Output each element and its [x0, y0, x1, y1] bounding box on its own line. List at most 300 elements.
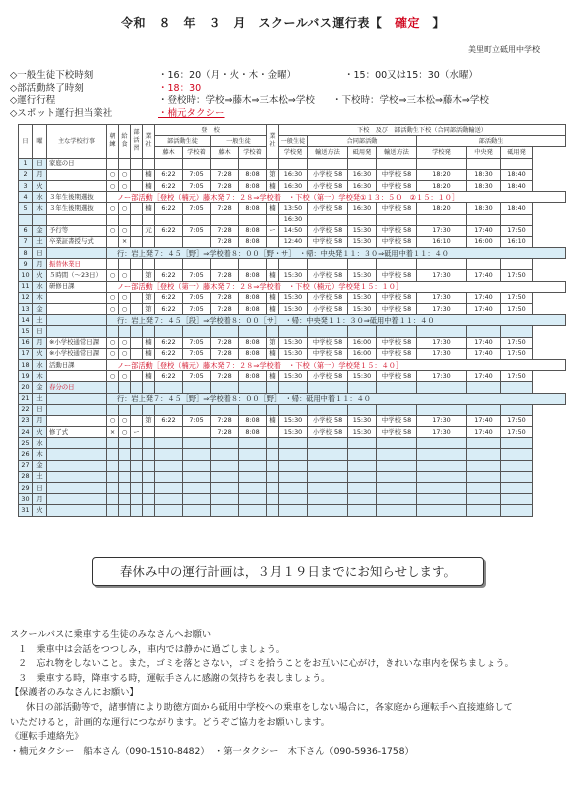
table-cell: 楠 [267, 348, 279, 359]
table-cell [417, 326, 467, 337]
table-cell [377, 404, 417, 415]
table-cell [377, 460, 417, 471]
table-cell [131, 348, 143, 359]
table-cell: 17:30 [417, 415, 467, 426]
table-cell [131, 483, 143, 494]
table-cell [239, 494, 267, 505]
table-cell [211, 259, 239, 270]
table-cell [239, 158, 267, 169]
table-cell [47, 494, 107, 505]
table-cell: 15:30 [279, 427, 308, 438]
table-cell: 中学校 58 [377, 225, 417, 236]
table-cell [107, 326, 119, 337]
table-cell [501, 158, 533, 169]
table-cell [417, 404, 467, 415]
footer-parents-heading: 【保護者のみなさんにお願い】 [10, 687, 139, 699]
table-cell [467, 449, 501, 460]
table-cell [47, 326, 107, 337]
table-cell: ○ [119, 337, 131, 348]
table-cell [119, 404, 131, 415]
table-cell [467, 158, 501, 169]
col-club-students: 部活動生徒 [155, 136, 211, 147]
table-cell: 15:30 [279, 270, 308, 281]
table-cell [211, 382, 239, 393]
table-cell [308, 505, 348, 516]
table-cell: 1 [19, 158, 33, 169]
table-cell: ー [131, 427, 143, 438]
table-cell [183, 483, 211, 494]
table-cell [467, 382, 501, 393]
table-cell [107, 494, 119, 505]
table-cell: 中学校 58 [377, 337, 417, 348]
table-cell: 水 [33, 281, 47, 292]
table-cell [211, 505, 239, 516]
table-cell: 15:30 [348, 427, 377, 438]
table-cell [308, 158, 348, 169]
footer-contacts-heading: 《運転手連絡先》 [10, 731, 84, 743]
table-cell: 楠 [143, 371, 155, 382]
table-cell: 8:08 [239, 304, 267, 315]
table-cell: 金 [33, 460, 47, 471]
table-cell [267, 494, 279, 505]
table-cell [348, 214, 377, 225]
table-row [19, 225, 566, 236]
table-cell: 18:40 [501, 169, 533, 180]
table-cell: 7:28 [211, 180, 239, 191]
col-group-from-school: 下校 及び 部活動生下校（合同部活動輸送） [279, 125, 566, 136]
table-cell: 元 [143, 225, 155, 236]
table-cell [501, 259, 533, 270]
table-cell: 第 [143, 270, 155, 281]
table-cell [501, 214, 533, 225]
footer-rule-3: ３ 乗車する時，降車する時，運転手さんに感謝の気持ちを表しましょう。 [18, 672, 331, 684]
table-cell: 楠 [143, 348, 155, 359]
table-cell: 16:10 [417, 236, 467, 247]
table-cell: 8:08 [239, 180, 267, 191]
table-cell [155, 438, 183, 449]
table-cell [211, 438, 239, 449]
table-cell [377, 214, 417, 225]
table-cell: 15:30 [348, 415, 377, 426]
table-cell: 16:30 [348, 169, 377, 180]
table-cell [417, 483, 467, 494]
table-cell [119, 382, 131, 393]
table-cell: 7:28 [211, 415, 239, 426]
table-cell: 18:30 [467, 180, 501, 191]
table-cell [239, 449, 267, 460]
table-cell: 12 [19, 292, 33, 303]
table-cell: 9 [19, 259, 33, 270]
table-cell [107, 259, 119, 270]
table-cell: 26 [19, 449, 33, 460]
table-cell [119, 460, 131, 471]
table-cell: ○ [107, 225, 119, 236]
table-cell [211, 494, 239, 505]
table-cell: 月 [33, 415, 47, 426]
table-cell: 7:05 [183, 292, 211, 303]
table-cell [279, 158, 308, 169]
table-cell: 卒業証書授与式 [47, 236, 107, 247]
table-cell: ○ [119, 304, 131, 315]
table-cell: ５時間（～23日） [47, 270, 107, 281]
table-cell: 7:05 [183, 180, 211, 191]
table-cell [183, 438, 211, 449]
table-cell [308, 471, 348, 482]
table-row [19, 281, 566, 292]
table-cell: × [107, 427, 119, 438]
table-cell: 8:08 [239, 236, 267, 247]
table-cell [143, 505, 155, 516]
table-cell: 12:40 [279, 236, 308, 247]
table-cell [183, 494, 211, 505]
table-cell [131, 382, 143, 393]
table-cell: 10 [19, 270, 33, 281]
table-cell: 17:40 [467, 348, 501, 359]
table-cell: ○ [119, 225, 131, 236]
table-cell: 17:30 [417, 371, 467, 382]
col-lunch: 給 食 [119, 125, 131, 159]
table-cell [183, 460, 211, 471]
table-cell [279, 471, 308, 482]
table-cell: ○ [107, 304, 119, 315]
table-cell [47, 214, 107, 225]
table-cell: ○ [119, 169, 131, 180]
table-cell [183, 471, 211, 482]
table-cell: 7 [19, 236, 33, 247]
table-cell: 中学校 58 [377, 427, 417, 438]
table-cell [267, 449, 279, 460]
table-cell: 8:08 [239, 415, 267, 426]
table-cell: 7:28 [211, 292, 239, 303]
table-cell [417, 158, 467, 169]
table-cell [467, 471, 501, 482]
table-cell: 中学校 58 [377, 304, 417, 315]
table-cell: 16:30 [348, 203, 377, 214]
table-cell: 楠 [143, 337, 155, 348]
table-cell: 楠 [267, 292, 279, 303]
table-cell: 火 [33, 348, 47, 359]
table-cell [107, 505, 119, 516]
table-cell: 中学校 58 [377, 292, 417, 303]
table-cell: 8:08 [239, 225, 267, 236]
table-cell [417, 259, 467, 270]
table-cell [348, 404, 377, 415]
table-cell: 土 [33, 471, 47, 482]
table-cell: 7:05 [183, 169, 211, 180]
table-cell: 18:30 [467, 203, 501, 214]
table-cell [348, 438, 377, 449]
table-cell: 17:30 [417, 292, 467, 303]
table-cell: 月 [33, 494, 47, 505]
table-cell [267, 382, 279, 393]
table-cell [267, 460, 279, 471]
table-cell [377, 158, 417, 169]
table-cell [143, 449, 155, 460]
school-name: 美里町立砥用中学校 [468, 45, 540, 54]
table-cell [155, 483, 183, 494]
table-cell [501, 404, 533, 415]
table-cell [119, 471, 131, 482]
table-cell [131, 449, 143, 460]
table-cell [143, 427, 155, 438]
table-cell [267, 214, 279, 225]
table-cell: 7:28 [211, 270, 239, 281]
table-cell: 6:22 [155, 180, 183, 191]
table-cell [131, 337, 143, 348]
table-cell [239, 471, 267, 482]
table-cell [107, 460, 119, 471]
table-cell: 17:40 [467, 304, 501, 315]
table-cell [348, 326, 377, 337]
table-cell [267, 158, 279, 169]
table-cell: 中学校 58 [308, 337, 348, 348]
table-cell: 金 [33, 382, 47, 393]
table-cell: 18:20 [417, 169, 467, 180]
table-cell: 3 [19, 180, 33, 191]
table-cell: 金 [33, 225, 47, 236]
table-cell [155, 460, 183, 471]
table-cell [308, 460, 348, 471]
table-cell: 木 [33, 371, 47, 382]
status-confirmed: 確定 [394, 16, 420, 30]
table-cell: 20 [19, 382, 33, 393]
table-cell [308, 438, 348, 449]
table-cell: 8:08 [239, 427, 267, 438]
table-cell [155, 404, 183, 415]
table-cell [119, 158, 131, 169]
footer-rule-1: １ 乗車中は会話をつつしみ，車内では静かに過ごしましょう。 [18, 643, 285, 655]
table-cell: 17:30 [417, 427, 467, 438]
table-row [19, 203, 566, 214]
table-cell: 15:30 [348, 270, 377, 281]
table-cell [131, 304, 143, 315]
table-cell: 7:28 [211, 169, 239, 180]
col-event: 主な学校行事 [47, 125, 107, 159]
table-cell: ※小学校通常日課 [47, 337, 107, 348]
table-cell [348, 483, 377, 494]
table-cell: 中学校 58 [308, 236, 348, 247]
col-club-2: 部活動生 [417, 136, 566, 147]
table-cell: 15:30 [348, 371, 377, 382]
table-cell [47, 449, 107, 460]
table-cell [143, 404, 155, 415]
table-cell [143, 483, 155, 494]
table-cell: 28 [19, 471, 33, 482]
table-cell [239, 326, 267, 337]
table-cell [348, 505, 377, 516]
table-cell [47, 169, 107, 180]
table-cell [348, 158, 377, 169]
table-cell [279, 483, 308, 494]
table-cell: 15:30 [279, 292, 308, 303]
table-cell: 楠 [143, 169, 155, 180]
table-cell: ○ [119, 415, 131, 426]
table-cell: 予行等 [47, 225, 107, 236]
table-cell [377, 471, 417, 482]
table-cell [155, 505, 183, 516]
table-cell: 家庭の日 [47, 158, 107, 169]
col-depart: 学校発 [279, 147, 308, 158]
table-cell: 27 [19, 460, 33, 471]
table-cell: 17:50 [501, 292, 533, 303]
table-cell [155, 158, 183, 169]
table-cell [377, 483, 417, 494]
table-cell [501, 505, 533, 516]
table-cell: ３年生後期選抜 [47, 192, 107, 203]
table-cell: ○ [119, 348, 131, 359]
table-cell [211, 483, 239, 494]
table-cell: 火 [33, 270, 47, 281]
table-cell: 15:30 [279, 415, 308, 426]
table-cell [308, 494, 348, 505]
table-cell: 行：岩上発７：４５［野］⇒学校着８：００［野］ ・帰：砥用中着１１：４０ [107, 393, 566, 404]
table-cell [417, 505, 467, 516]
table-cell [377, 449, 417, 460]
col-fujiki: 藤木 [155, 147, 183, 158]
table-row [19, 449, 566, 460]
footer-parents-text-2: いただけると，計画的な運行につながります。どうぞご協力をお願いします。 [10, 716, 330, 728]
table-row [19, 460, 566, 471]
table-row [19, 393, 566, 404]
table-cell: 5 [19, 203, 33, 214]
table-cell: 小学校 58 [308, 427, 348, 438]
table-cell: 中学校 58 [377, 270, 417, 281]
table-cell [131, 270, 143, 281]
table-cell [47, 483, 107, 494]
table-cell: 中学校 58 [377, 371, 417, 382]
table-cell: 小学校 58 [308, 180, 348, 191]
table-cell [279, 505, 308, 516]
table-cell: 7:05 [183, 415, 211, 426]
table-cell: 19 [19, 371, 33, 382]
table-cell: 18:40 [501, 180, 533, 191]
table-cell: 小学校 58 [308, 203, 348, 214]
table-cell: 24 [19, 427, 33, 438]
footer-notes [10, 628, 558, 759]
table-cell [47, 292, 107, 303]
table-cell [267, 259, 279, 270]
table-row [19, 169, 566, 180]
table-cell: 中学校 58 [377, 203, 417, 214]
table-cell [131, 438, 143, 449]
table-cell: ○ [107, 180, 119, 191]
table-cell: 土 [33, 393, 47, 404]
table-cell: 17:40 [467, 225, 501, 236]
table-cell [143, 259, 155, 270]
footer-parents-text-1: 休日の部活動等で，諸事情により助徳方面から砥用中学校への乗車をしない場合に，各家庭から運転手へ直接連絡して [26, 701, 513, 713]
table-cell [417, 438, 467, 449]
table-cell [143, 382, 155, 393]
table-cell [183, 449, 211, 460]
table-cell: 31 [19, 505, 33, 516]
table-cell: 7:05 [183, 371, 211, 382]
table-cell: 木 [33, 292, 47, 303]
table-row [19, 315, 566, 326]
table-cell: 11 [19, 281, 33, 292]
table-cell [131, 158, 143, 169]
table-cell [183, 236, 211, 247]
table-cell [47, 304, 107, 315]
table-cell [119, 259, 131, 270]
table-cell: 月 [33, 169, 47, 180]
table-cell: 17:30 [417, 225, 467, 236]
table-row [19, 292, 566, 303]
table-cell: 17:30 [417, 348, 467, 359]
table-cell: 23 [19, 415, 33, 426]
table-cell: 7:28 [211, 236, 239, 247]
table-cell [47, 415, 107, 426]
table-cell [47, 505, 107, 516]
table-cell: 16:00 [348, 337, 377, 348]
table-cell [377, 505, 417, 516]
table-cell: 中学校 58 [308, 348, 348, 359]
table-cell: 25 [19, 438, 33, 449]
table-row [19, 192, 566, 203]
table-cell [348, 259, 377, 270]
table-cell: 第 [267, 169, 279, 180]
col-company-2: 業 社 [267, 125, 279, 159]
table-cell [377, 494, 417, 505]
table-cell: 7:05 [183, 337, 211, 348]
table-cell [119, 214, 131, 225]
table-cell [211, 460, 239, 471]
table-row [19, 180, 566, 191]
table-cell: 17 [19, 348, 33, 359]
col-group-to-school: 登 校 [155, 125, 267, 136]
notice-box: 春休み中の運行計画は，３月１９日までにお知らせします。 [92, 557, 484, 586]
table-cell [239, 382, 267, 393]
table-cell [417, 449, 467, 460]
table-cell: 18 [19, 359, 33, 370]
table-cell: ○ [107, 371, 119, 382]
table-cell [183, 505, 211, 516]
table-cell: 15:30 [279, 348, 308, 359]
table-cell [183, 427, 211, 438]
col-morning-practice: 朝 練 [107, 125, 119, 159]
table-cell [47, 393, 107, 404]
table-cell [155, 382, 183, 393]
table-row [19, 471, 566, 482]
table-cell [211, 326, 239, 337]
table-cell [107, 404, 119, 415]
table-cell: 7:28 [211, 427, 239, 438]
table-cell: 中学校 58 [377, 180, 417, 191]
table-cell [267, 404, 279, 415]
table-cell [417, 494, 467, 505]
table-cell [155, 427, 183, 438]
table-cell: 6:22 [155, 348, 183, 359]
table-cell [47, 404, 107, 415]
table-row [19, 359, 566, 370]
table-cell [131, 494, 143, 505]
table-cell [267, 236, 279, 247]
table-cell [279, 404, 308, 415]
table-cell: 7:05 [183, 348, 211, 359]
table-cell [308, 214, 348, 225]
table-cell [239, 460, 267, 471]
table-cell: ○ [119, 292, 131, 303]
table-row [19, 404, 566, 415]
table-cell: 中学校 58 [377, 348, 417, 359]
table-cell [377, 438, 417, 449]
table-cell: 4 [19, 192, 33, 203]
table-cell [183, 158, 211, 169]
table-cell [47, 180, 107, 191]
table-cell: 7:28 [211, 225, 239, 236]
table-cell [279, 460, 308, 471]
table-cell [308, 326, 348, 337]
table-row [19, 236, 566, 247]
